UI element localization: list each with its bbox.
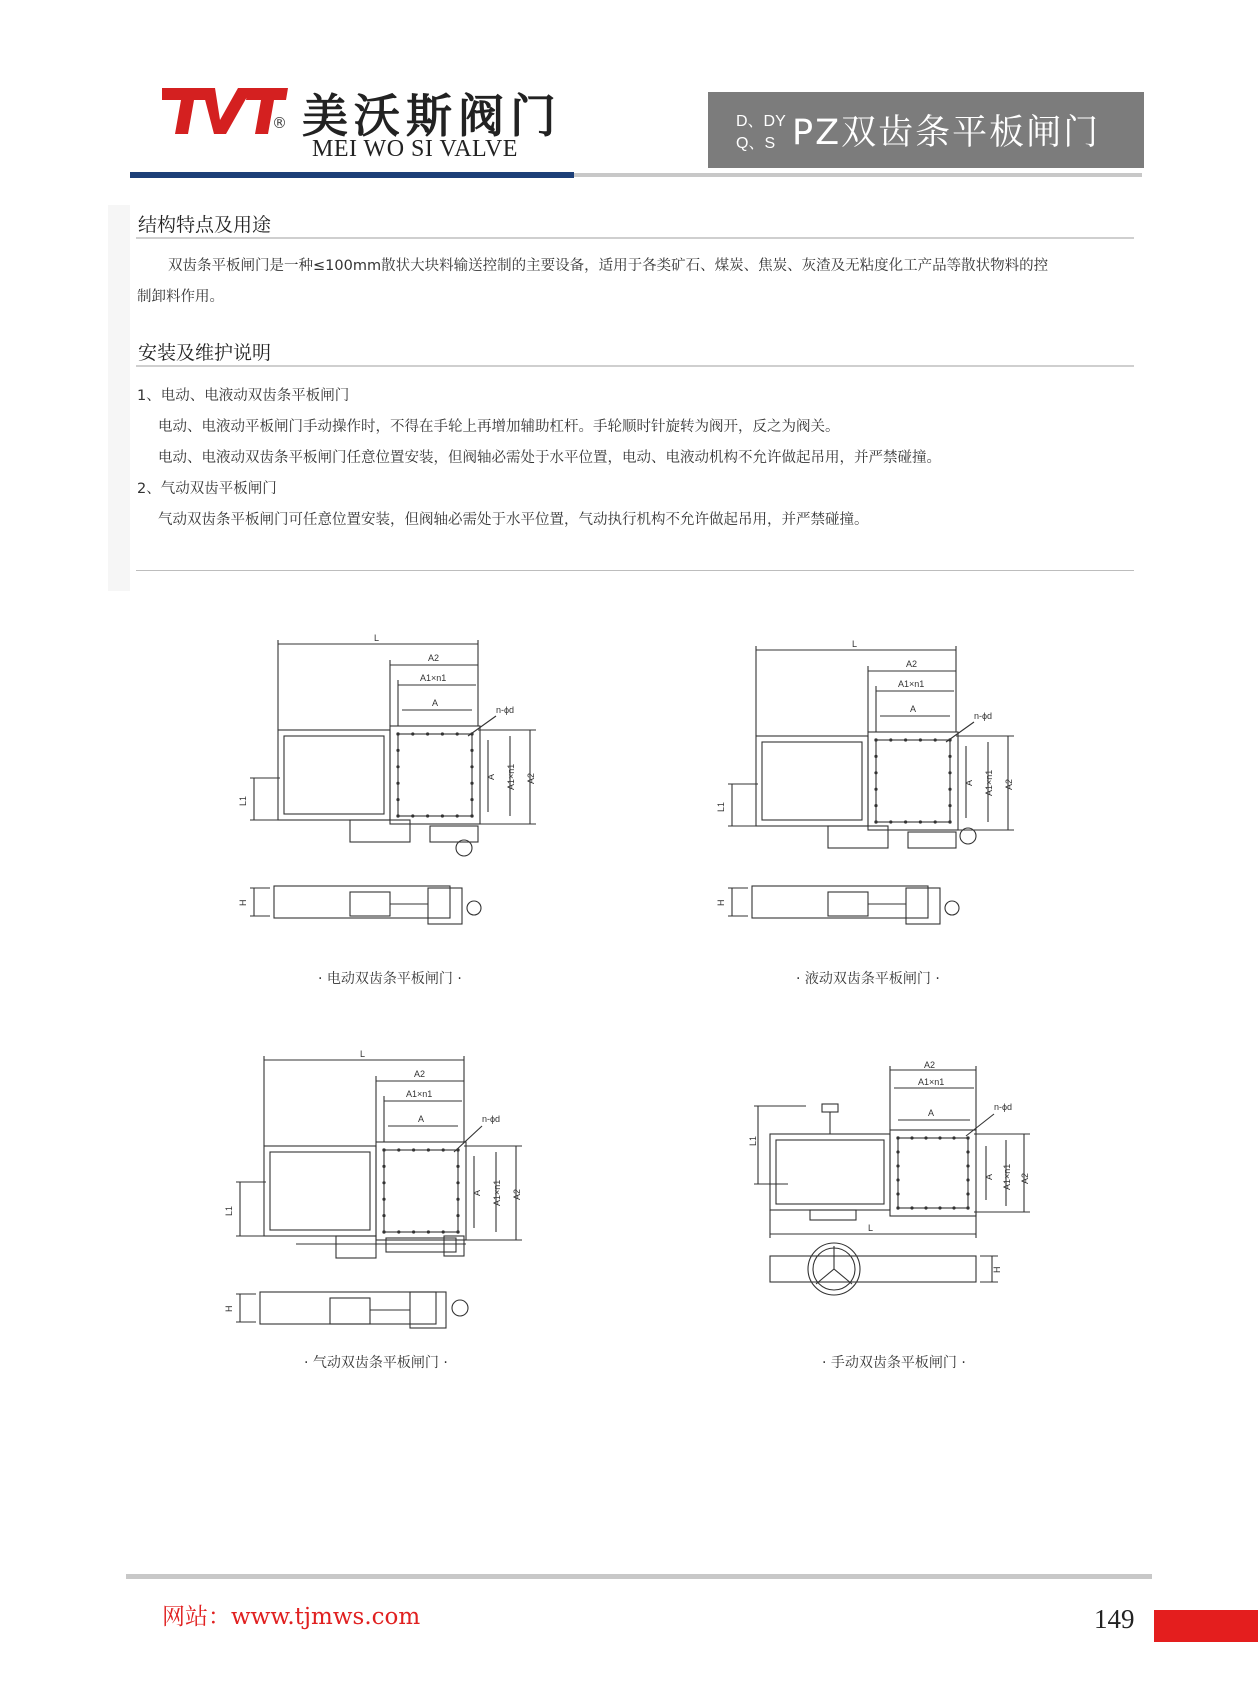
bolt-hole — [456, 1165, 459, 1168]
dim-label: A — [472, 1189, 482, 1196]
series-codes — [736, 104, 792, 156]
drawing-electric — [240, 630, 540, 930]
bolt-hole — [896, 1136, 899, 1139]
caption-electric: · 电动双齿条平板闸门 · — [318, 971, 462, 987]
side-band — [108, 205, 130, 591]
bolt-hole — [470, 814, 473, 817]
bolt-hole — [938, 1206, 941, 1209]
dim-label: A2 — [512, 1188, 522, 1200]
bolt-hole — [382, 1181, 385, 1184]
bolt-hole — [874, 788, 877, 791]
bolt-hole — [896, 1206, 899, 1209]
bolt-hole — [427, 1230, 430, 1233]
website-text: 网站：www.tjmws.com — [162, 1604, 421, 1630]
drawing-hydraulic — [718, 636, 1018, 936]
series-code-line2: Q、S — [736, 135, 776, 152]
dim-label: L — [360, 1049, 366, 1059]
dim-label: A — [432, 698, 439, 708]
install-item1-line1: 电动、电液动平板闸门手动操作时，不得在手轮上再增加辅助杠杆。手轮顺时针旋转为阀开，反之为阀关。 — [158, 419, 840, 435]
bolt-hole — [382, 1148, 385, 1151]
dim-label: A — [964, 779, 974, 786]
bolt-hole — [904, 820, 907, 823]
dim-label: L — [852, 639, 858, 649]
footer-rule — [126, 1574, 1152, 1579]
bolt-hole — [966, 1206, 969, 1209]
bolt-hole — [441, 732, 444, 735]
drawing-pneumatic — [226, 1046, 526, 1346]
install-item1-title: 1、电动、电液动双齿条平板闸门 — [137, 388, 350, 404]
bolt-hole — [948, 820, 951, 823]
bolt-hole — [470, 782, 473, 785]
bolt-hole — [874, 771, 877, 774]
bolt-hole — [456, 1214, 459, 1217]
dim-label: L1 — [238, 795, 248, 806]
drawing-manual — [748, 1060, 1048, 1340]
features-paragraph-line2: 制卸料作用。 — [137, 289, 224, 305]
dim-label: A2 — [906, 659, 918, 669]
bolt-hole — [966, 1150, 969, 1153]
page-number: 149 — [1094, 1604, 1135, 1634]
series-code-line1: D、DY — [736, 113, 786, 130]
bolt-hole — [948, 755, 951, 758]
bolt-hole — [874, 804, 877, 807]
dim-label: H — [224, 1305, 234, 1312]
bolt-hole — [456, 1230, 459, 1233]
dim-label: H — [716, 899, 726, 906]
bolt-hole — [412, 1230, 415, 1233]
bolt-hole — [919, 738, 922, 741]
brand-name-en: MEI WO SI VALVE — [312, 136, 518, 162]
dim-label: n-ϕd — [482, 1114, 501, 1124]
dim-label: L1 — [224, 1205, 234, 1216]
bolt-hole — [910, 1136, 913, 1139]
bolt-hole — [382, 1165, 385, 1168]
dim-label: n-ϕd — [974, 711, 993, 721]
section-heading-features: 结构特点及用途 — [138, 214, 272, 236]
header-rule-grey — [574, 173, 1142, 177]
product-title-box — [708, 92, 1144, 168]
bolt-hole — [411, 814, 414, 817]
bolt-hole — [938, 1136, 941, 1139]
bolt-hole — [948, 738, 951, 741]
bolt-hole — [456, 1181, 459, 1184]
dim-label: A1×n1 — [406, 1089, 433, 1099]
bolt-hole — [396, 749, 399, 752]
dim-label: L1 — [748, 1135, 758, 1146]
registered-mark: ® — [272, 114, 287, 132]
dim-label: A2 — [1020, 1172, 1030, 1184]
brand-name-cn: 美沃斯阀门 — [302, 89, 562, 143]
dim-label: A2 — [428, 653, 440, 663]
bolt-hole — [966, 1192, 969, 1195]
bolt-hole — [896, 1178, 899, 1181]
bolt-hole — [442, 1230, 445, 1233]
bolt-hole — [896, 1192, 899, 1195]
bolt-hole — [396, 814, 399, 817]
section-rule — [136, 237, 1134, 239]
dim-label: A1×n1 — [898, 679, 925, 689]
install-item2-title: 2、气动双齿平板闸门 — [137, 481, 277, 497]
install-item2-line1: 气动双齿条平板闸门可任意位置安装，但阀轴必需处于水平位置，气动执行机构不允许做起吊用，并严禁碰撞。 — [158, 512, 869, 528]
dim-label: A1×n1 — [918, 1077, 945, 1087]
product-title: PZ双齿条平板闸门 — [792, 113, 1101, 153]
bolt-hole — [397, 1148, 400, 1151]
bolt-hole — [919, 820, 922, 823]
brand-logo-icon — [162, 84, 288, 140]
bolt-hole — [396, 765, 399, 768]
bolt-hole — [952, 1206, 955, 1209]
dim-label: A1×n1 — [984, 769, 994, 796]
dim-label: A2 — [1004, 778, 1014, 790]
bolt-hole — [456, 1148, 459, 1151]
bolt-hole — [456, 732, 459, 735]
bolt-hole — [966, 1178, 969, 1181]
dim-label: A2 — [924, 1060, 936, 1070]
dim-label: A — [486, 773, 496, 780]
dim-label: L — [868, 1223, 874, 1233]
bolt-hole — [426, 732, 429, 735]
dim-label: A2 — [414, 1069, 426, 1079]
bolt-hole — [397, 1230, 400, 1233]
section-rule — [136, 365, 1134, 367]
page-tab — [1154, 1610, 1258, 1642]
bolt-hole — [896, 1150, 899, 1153]
bolt-hole — [442, 1148, 445, 1151]
dim-label: L — [374, 633, 380, 643]
bolt-hole — [966, 1136, 969, 1139]
bolt-hole — [874, 820, 877, 823]
section-end-rule — [136, 570, 1134, 571]
dim-label: H — [238, 899, 248, 906]
dim-label: n-ϕd — [496, 705, 515, 715]
caption-pneumatic: · 气动双齿条平板闸门 · — [304, 1355, 448, 1371]
bolt-hole — [382, 1214, 385, 1217]
bolt-hole — [411, 732, 414, 735]
caption-manual: · 手动双齿条平板闸门 · — [822, 1355, 966, 1371]
bolt-hole — [966, 1164, 969, 1167]
bolt-hole — [396, 782, 399, 785]
dim-label: A1×n1 — [420, 673, 447, 683]
bolt-hole — [396, 732, 399, 735]
bolt-hole — [382, 1198, 385, 1201]
bolt-hole — [904, 738, 907, 741]
bolt-hole — [426, 814, 429, 817]
bolt-hole — [948, 788, 951, 791]
bolt-hole — [874, 738, 877, 741]
bolt-hole — [456, 814, 459, 817]
bolt-hole — [934, 738, 937, 741]
dim-label: A1×n1 — [492, 1179, 502, 1206]
dim-label: A1×n1 — [1002, 1163, 1012, 1190]
dim-label: L1 — [716, 801, 726, 812]
features-paragraph-line1: 双齿条平板闸门是一种≤100mm散状大块料输送控制的主要设备，适用于各类矿石、煤炭、焦炭、灰渣及无粘度化工产品等散状物料的控 — [168, 258, 1049, 274]
bolt-hole — [470, 749, 473, 752]
header-rule-blue — [130, 172, 574, 178]
dim-label: A — [418, 1114, 425, 1124]
bolt-hole — [874, 755, 877, 758]
dim-label: A2 — [526, 772, 536, 784]
bolt-hole — [889, 820, 892, 823]
bolt-hole — [924, 1206, 927, 1209]
bolt-hole — [456, 1198, 459, 1201]
install-item1-line2: 电动、电液动双齿条平板闸门任意位置安装，但阀轴必需处于水平位置，电动、电液动机构不允许做起吊用，并严禁碰撞。 — [158, 450, 941, 466]
bolt-hole — [427, 1148, 430, 1151]
dim-label: H — [992, 1266, 1002, 1273]
dim-label: A — [984, 1173, 994, 1180]
bolt-hole — [896, 1164, 899, 1167]
bolt-hole — [889, 738, 892, 741]
bolt-hole — [470, 765, 473, 768]
section-heading-install: 安装及维护说明 — [138, 342, 272, 364]
bolt-hole — [948, 804, 951, 807]
bolt-hole — [470, 798, 473, 801]
bolt-hole — [948, 771, 951, 774]
bolt-hole — [924, 1136, 927, 1139]
bolt-hole — [382, 1230, 385, 1233]
bolt-hole — [934, 820, 937, 823]
dim-label: A1×n1 — [506, 763, 516, 790]
dim-label: n-ϕd — [994, 1102, 1013, 1112]
dim-label: A — [910, 704, 917, 714]
dim-label: A — [928, 1108, 935, 1118]
bolt-hole — [910, 1206, 913, 1209]
bolt-hole — [396, 798, 399, 801]
bolt-hole — [470, 732, 473, 735]
bolt-hole — [441, 814, 444, 817]
bolt-hole — [952, 1136, 955, 1139]
bolt-hole — [412, 1148, 415, 1151]
caption-hydraulic: · 液动双齿条平板闸门 · — [796, 971, 940, 987]
